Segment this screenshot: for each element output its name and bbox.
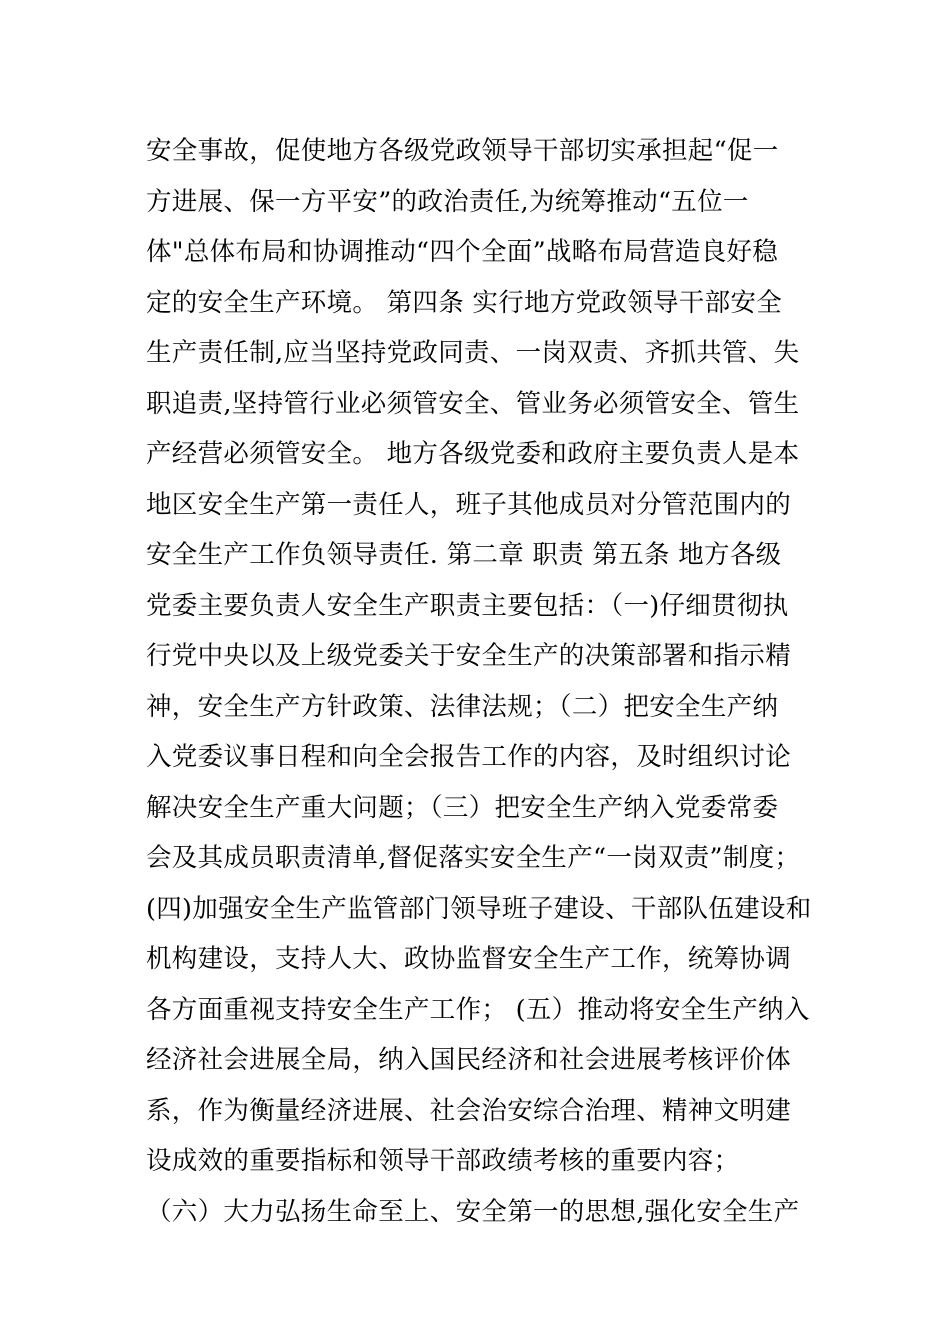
text-line: （六）大力弘扬生命至上、安全第一的思想,强化安全生产 [146,1196,800,1227]
text-line: 设成效的重要指标和领导干部政绩考核的重要内容； [146,1146,740,1176]
text-line: 系，作为衡量经济进展、社会治安综合治理、精神文明建 [146,1095,792,1126]
text-line: 经济社会进展全局，纳入国民经济和社会进展考核评价体 [146,1045,792,1075]
text-line: 生产责任制,应当坚持党政同责、一岗双责、齐抓共管、失 [146,338,800,368]
text-line: 产经营必须管安全。 地方各级党委和政府主要负责人是本 [146,439,800,469]
text-line: 各方面重视支持安全生产工作； (五）推动将安全生产纳入 [146,994,810,1025]
text-line: 安全生产工作负领导责任. 第二章 职责 第五条 地方各级 [146,540,782,570]
text-line: 解决安全生产重大问题；（三）把安全生产纳入党委常委 [146,792,779,823]
text-line: 神，安全生产方针政策、法律法规；（二）把安全生产纳 [146,691,779,722]
text-line: 机构建设，支持人大、政协监督安全生产工作，统筹协调 [146,944,792,974]
body-text [146,126,816,1237]
text-line: 入党委议事日程和向全会报告工作的内容，及时组织讨论 [146,742,792,772]
text-line: 安全事故，促使地方各级党政领导干部切实承担起“促一 [146,136,779,166]
text-line: 会及其成员职责清单,督促落实安全生产“一岗双责”制度； [146,843,801,873]
text-line: (四)加强安全生产监管部门领导班子建设、干部队伍建设和 [146,893,812,924]
text-line: 行党中央以及上级党委关于安全生产的决策部署和指示精 [146,641,792,671]
text-line: 地区安全生产第一责任人，班子其他成员对分管范围内的 [146,489,792,520]
text-line: 党委主要负责人安全生产职责主要包括：（一)仔细贯彻执 [146,590,789,621]
text-line: 方进展、保一方平安”的政治责任,为统筹推动“五位一 [146,186,749,217]
text-line: 体"总体布局和协调推动“四个全面”战略布局营造良好稳 [146,237,779,267]
text-line: 职追责,坚持管行业必须管安全、管业务必须管安全、管生 [146,388,800,419]
text-line: 定的安全生产环境。 第四条 实行地方党政领导干部安全 [146,287,783,318]
